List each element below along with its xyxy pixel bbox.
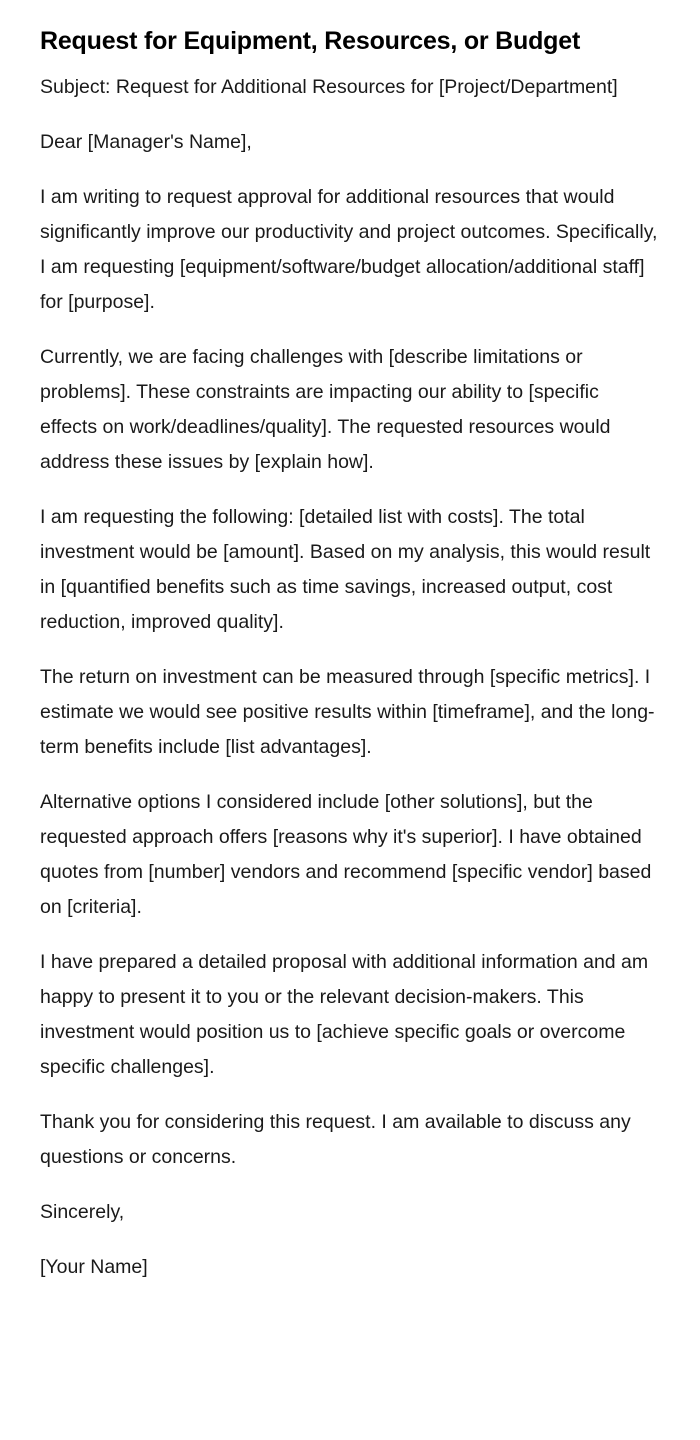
body-paragraph-proposal: I have prepared a detailed proposal with additional information and am happy to present it to you or the relevant decision-makers. This investment would position us to [achieve specific goals or overcome specific challenges].	[40, 951, 649, 1078]
closing: Sincerely,	[40, 1201, 125, 1223]
body-paragraph-thanks: Thank you for considering this request. I am available to discuss any questions or concerns.	[40, 1111, 631, 1168]
document-title: Request for Equipment, Resources, or Budget	[40, 27, 581, 55]
body-paragraph-challenges: Currently, we are facing challenges with [describe limitations or problems]. These constraints are impacting our ability to [specific effects on work/deadlines/quality]. The requested resources would address these issues by [explain how].	[40, 346, 611, 473]
signature-name: [Your Name]	[40, 1256, 148, 1278]
body-paragraph-intro: I am writing to request approval for additional resources that would significantly improve our productivity and project outcomes. Specifically, I am requesting [equipment/software/budget allocation/additional staff] for [purpose].	[40, 186, 658, 313]
subject-line: Subject: Request for Additional Resources for [Project/Department]	[40, 76, 618, 98]
salutation: Dear [Manager's Name],	[40, 131, 252, 153]
body-paragraph-alternatives: Alternative options I considered include [other solutions], but the requested approach offers [reasons why it's superior]. I have obtained quotes from [number] vendors and recommend [specific vendor] based on [criteria].	[40, 791, 652, 918]
body-paragraph-roi: The return on investment can be measured through [specific metrics]. I estimate we would see positive results within [timeframe], and the long-term benefits include [list advantages].	[40, 666, 655, 758]
body-paragraph-costs: I am requesting the following: [detailed list with costs]. The total investment would be [amount]. Based on my analysis, this would result in [quantified benefits such as time savings, increased output, cost reduction, improved quality].	[40, 506, 651, 633]
